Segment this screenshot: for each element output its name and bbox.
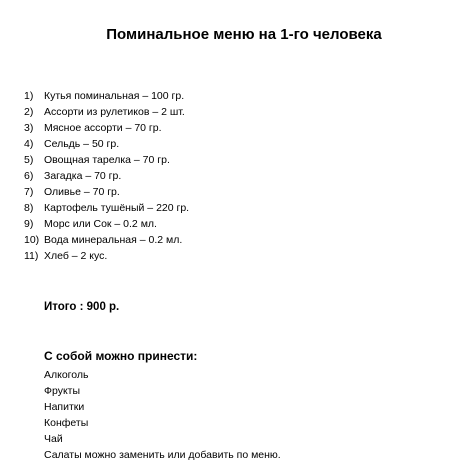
menu-item bbox=[24, 120, 189, 136]
menu-item-number: 1) bbox=[24, 90, 34, 102]
menu-item bbox=[24, 184, 189, 200]
menu-item-number: 10) bbox=[24, 234, 40, 246]
menu-item-number: 11) bbox=[24, 250, 39, 262]
menu-list bbox=[24, 88, 189, 264]
menu-item bbox=[24, 200, 189, 216]
menu-item bbox=[24, 88, 189, 104]
total-price: Итого : 900 р. bbox=[44, 301, 120, 313]
menu-item-number: 5) bbox=[24, 154, 34, 166]
menu-item-text: Морс или Сок – 0.2 мл. bbox=[44, 218, 157, 230]
bring-along-item: Фрукты bbox=[44, 385, 81, 397]
bring-along-note: Салаты можно заменить или добавить по меню. bbox=[44, 449, 281, 461]
menu-item-text: Сельдь – 50 гр. bbox=[44, 138, 120, 150]
menu-item-number: 8) bbox=[24, 202, 34, 214]
bring-along-list bbox=[44, 367, 281, 463]
bring-along-item: Чай bbox=[44, 433, 63, 445]
menu-item-text: Овощная тарелка – 70 гр. bbox=[44, 154, 170, 166]
menu-item bbox=[24, 152, 189, 168]
menu-item-number: 6) bbox=[24, 170, 34, 182]
menu-item-number: 3) bbox=[24, 122, 34, 134]
menu-item-number: 9) bbox=[24, 218, 34, 230]
menu-item-text: Картофель тушёный – 220 гр. bbox=[44, 202, 190, 214]
menu-item-text: Ассорти из рулетиков – 2 шт. bbox=[44, 106, 185, 118]
menu-item-text: Кутья поминальная – 100 гр. bbox=[44, 90, 185, 102]
menu-item bbox=[24, 216, 189, 232]
bring-along-heading: С собой можно принести: bbox=[44, 349, 198, 363]
menu-item-text: Мясное ассорти – 70 гр. bbox=[44, 122, 162, 134]
document-title: Поминальное меню на 1-го человека bbox=[106, 26, 382, 43]
bring-along-item: Алкоголь bbox=[44, 369, 89, 381]
bring-along-item: Конфеты bbox=[44, 417, 89, 429]
menu-item-text: Загадка – 70 гр. bbox=[44, 170, 122, 182]
menu-item bbox=[24, 232, 189, 248]
menu-item bbox=[24, 104, 189, 120]
menu-item-text: Оливье – 70 гр. bbox=[44, 186, 120, 198]
menu-item-text: Хлеб – 2 кус. bbox=[44, 250, 108, 262]
menu-item-number: 2) bbox=[24, 106, 34, 118]
menu-item bbox=[24, 168, 189, 184]
menu-item bbox=[24, 136, 189, 152]
menu-item-number: 4) bbox=[24, 138, 34, 150]
menu-item bbox=[24, 248, 189, 264]
bring-along-item: Напитки bbox=[44, 401, 85, 413]
menu-item-number: 7) bbox=[24, 186, 34, 198]
menu-item-text: Вода минеральная – 0.2 мл. bbox=[44, 234, 183, 246]
